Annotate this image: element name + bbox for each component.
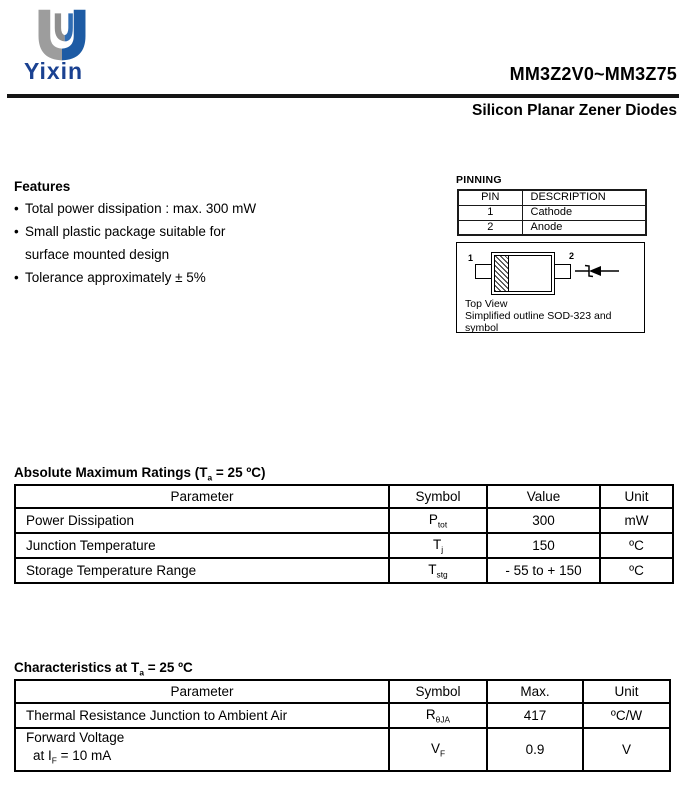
- pinning-heading: PINNING: [456, 174, 502, 186]
- value-column-header: Value: [487, 485, 600, 508]
- table-header-row: [15, 680, 670, 703]
- package-lead-2: [554, 264, 571, 279]
- bullet-glyph: •: [14, 270, 19, 285]
- table-row: [15, 533, 673, 558]
- pinning-row: [458, 220, 646, 235]
- pin-column-header: PIN: [458, 190, 522, 205]
- symbol-cell: [389, 533, 487, 558]
- unit-cell: ºC: [600, 533, 673, 558]
- unit-column-header: Unit: [600, 485, 673, 508]
- features-list: [14, 197, 256, 289]
- value-cell: 300: [487, 508, 600, 533]
- parameter-cell: Junction Temperature: [15, 533, 389, 558]
- package-caption-outline: Simplified outline SOD-323 and symbol: [465, 310, 612, 334]
- condition-text: = 10 mA: [56, 748, 112, 763]
- pin-description: Anode: [522, 220, 646, 235]
- pinning-table: [457, 189, 647, 236]
- unit-cell: V: [583, 728, 670, 771]
- feature-text: surface mounted design: [25, 247, 170, 262]
- value-cell: - 55 to + 150: [487, 558, 600, 583]
- symbol-subscript: j: [441, 544, 444, 555]
- value-cell: 0.9: [487, 728, 583, 771]
- heading-text: Characteristics at T: [14, 660, 140, 675]
- feature-line: [14, 197, 256, 220]
- condition-text: at I: [33, 748, 52, 763]
- heading-text: Absolute Maximum Ratings (T: [14, 465, 208, 480]
- feature-text: Small plastic package suitable for: [25, 224, 226, 239]
- symbol-subscript: θJA: [435, 714, 451, 725]
- symbol-cell: [389, 728, 487, 771]
- bullet-glyph: •: [14, 201, 19, 216]
- package-body-inner-outline: [494, 255, 552, 292]
- abs-max-ratings-table: [14, 484, 674, 584]
- document-subtitle: Silicon Planar Zener Diodes: [471, 102, 677, 119]
- value-cell: 150: [487, 533, 600, 558]
- symbol-subscript: tot: [437, 519, 448, 530]
- parameter-cell: Storage Temperature Range: [15, 558, 389, 583]
- symbol-base: T: [432, 536, 442, 552]
- symbol-column-header: Symbol: [389, 485, 487, 508]
- table-header-row: [15, 485, 673, 508]
- heading-subscript: a: [207, 472, 213, 483]
- parameter-cell: [15, 728, 389, 771]
- table-row: [15, 508, 673, 533]
- feature-text: Tolerance approximately ± 5%: [25, 270, 206, 285]
- max-column-header: Max.: [487, 680, 583, 703]
- feature-line: [14, 243, 256, 266]
- heading-text: = 25 ºC): [212, 465, 266, 480]
- description-column-header: DESCRIPTION: [522, 190, 646, 205]
- table-row: [15, 558, 673, 583]
- features-heading: Features: [14, 179, 71, 194]
- unit-cell: ºC/W: [583, 703, 670, 728]
- condition-subscript: F: [51, 755, 57, 766]
- table-row: [15, 703, 670, 728]
- symbol-cell: [389, 558, 487, 583]
- yixin-logo-icon: [26, 8, 98, 64]
- symbol-base: R: [425, 706, 436, 722]
- zener-diode-symbol-icon: [575, 263, 619, 279]
- header-divider: [7, 94, 679, 98]
- parameter-line-2: [26, 747, 388, 770]
- parameter-cell: Power Dissipation: [15, 508, 389, 533]
- pinning-row: [458, 205, 646, 220]
- pin1-label: 1: [468, 253, 474, 263]
- symbol-cell: [389, 508, 487, 533]
- symbol-subscript: stg: [436, 569, 448, 580]
- unit-cell: mW: [600, 508, 673, 533]
- symbol-subscript: F: [439, 748, 446, 759]
- symbol-base: V: [430, 740, 440, 756]
- pin2-label: 2: [569, 251, 575, 261]
- unit-column-header: Unit: [583, 680, 670, 703]
- symbol-cell: [389, 703, 487, 728]
- yixin-logo-text: Yixin: [24, 58, 84, 84]
- parameter-cell: Thermal Resistance Junction to Ambient Air: [15, 703, 389, 728]
- part-number-title: MM3Z2V0~MM3Z75: [509, 64, 677, 84]
- characteristics-heading: [14, 660, 193, 680]
- pin-number: 1: [458, 205, 522, 220]
- package-outline-figure: [456, 242, 645, 333]
- parameter-column-header: Parameter: [15, 485, 389, 508]
- package-body: [491, 252, 555, 295]
- unit-cell: ºC: [600, 558, 673, 583]
- parameter-column-header: Parameter: [15, 680, 389, 703]
- feature-line: [14, 220, 256, 243]
- feature-text: Total power dissipation : max. 300 mW: [25, 201, 257, 216]
- parameter-line-1: Forward Voltage: [26, 730, 125, 745]
- heading-text: = 25 ºC: [143, 660, 193, 675]
- bullet-glyph: •: [14, 224, 19, 239]
- symbol-column-header: Symbol: [389, 680, 487, 703]
- package-caption-top-view: Top View: [465, 298, 508, 310]
- pin-number: 2: [458, 220, 522, 235]
- characteristics-table: [14, 679, 671, 772]
- symbol-base: T: [428, 561, 437, 577]
- package-lead-1: [475, 264, 492, 279]
- symbol-base: P: [428, 511, 438, 527]
- heading-subscript: a: [139, 667, 144, 678]
- feature-line: [14, 266, 256, 289]
- abs-max-ratings-heading: [14, 465, 266, 485]
- pin-description: Cathode: [522, 205, 646, 220]
- table-row: [15, 728, 670, 771]
- value-cell: 417: [487, 703, 583, 728]
- cathode-band-hatch: [495, 256, 509, 291]
- pinning-header-row: [458, 190, 646, 205]
